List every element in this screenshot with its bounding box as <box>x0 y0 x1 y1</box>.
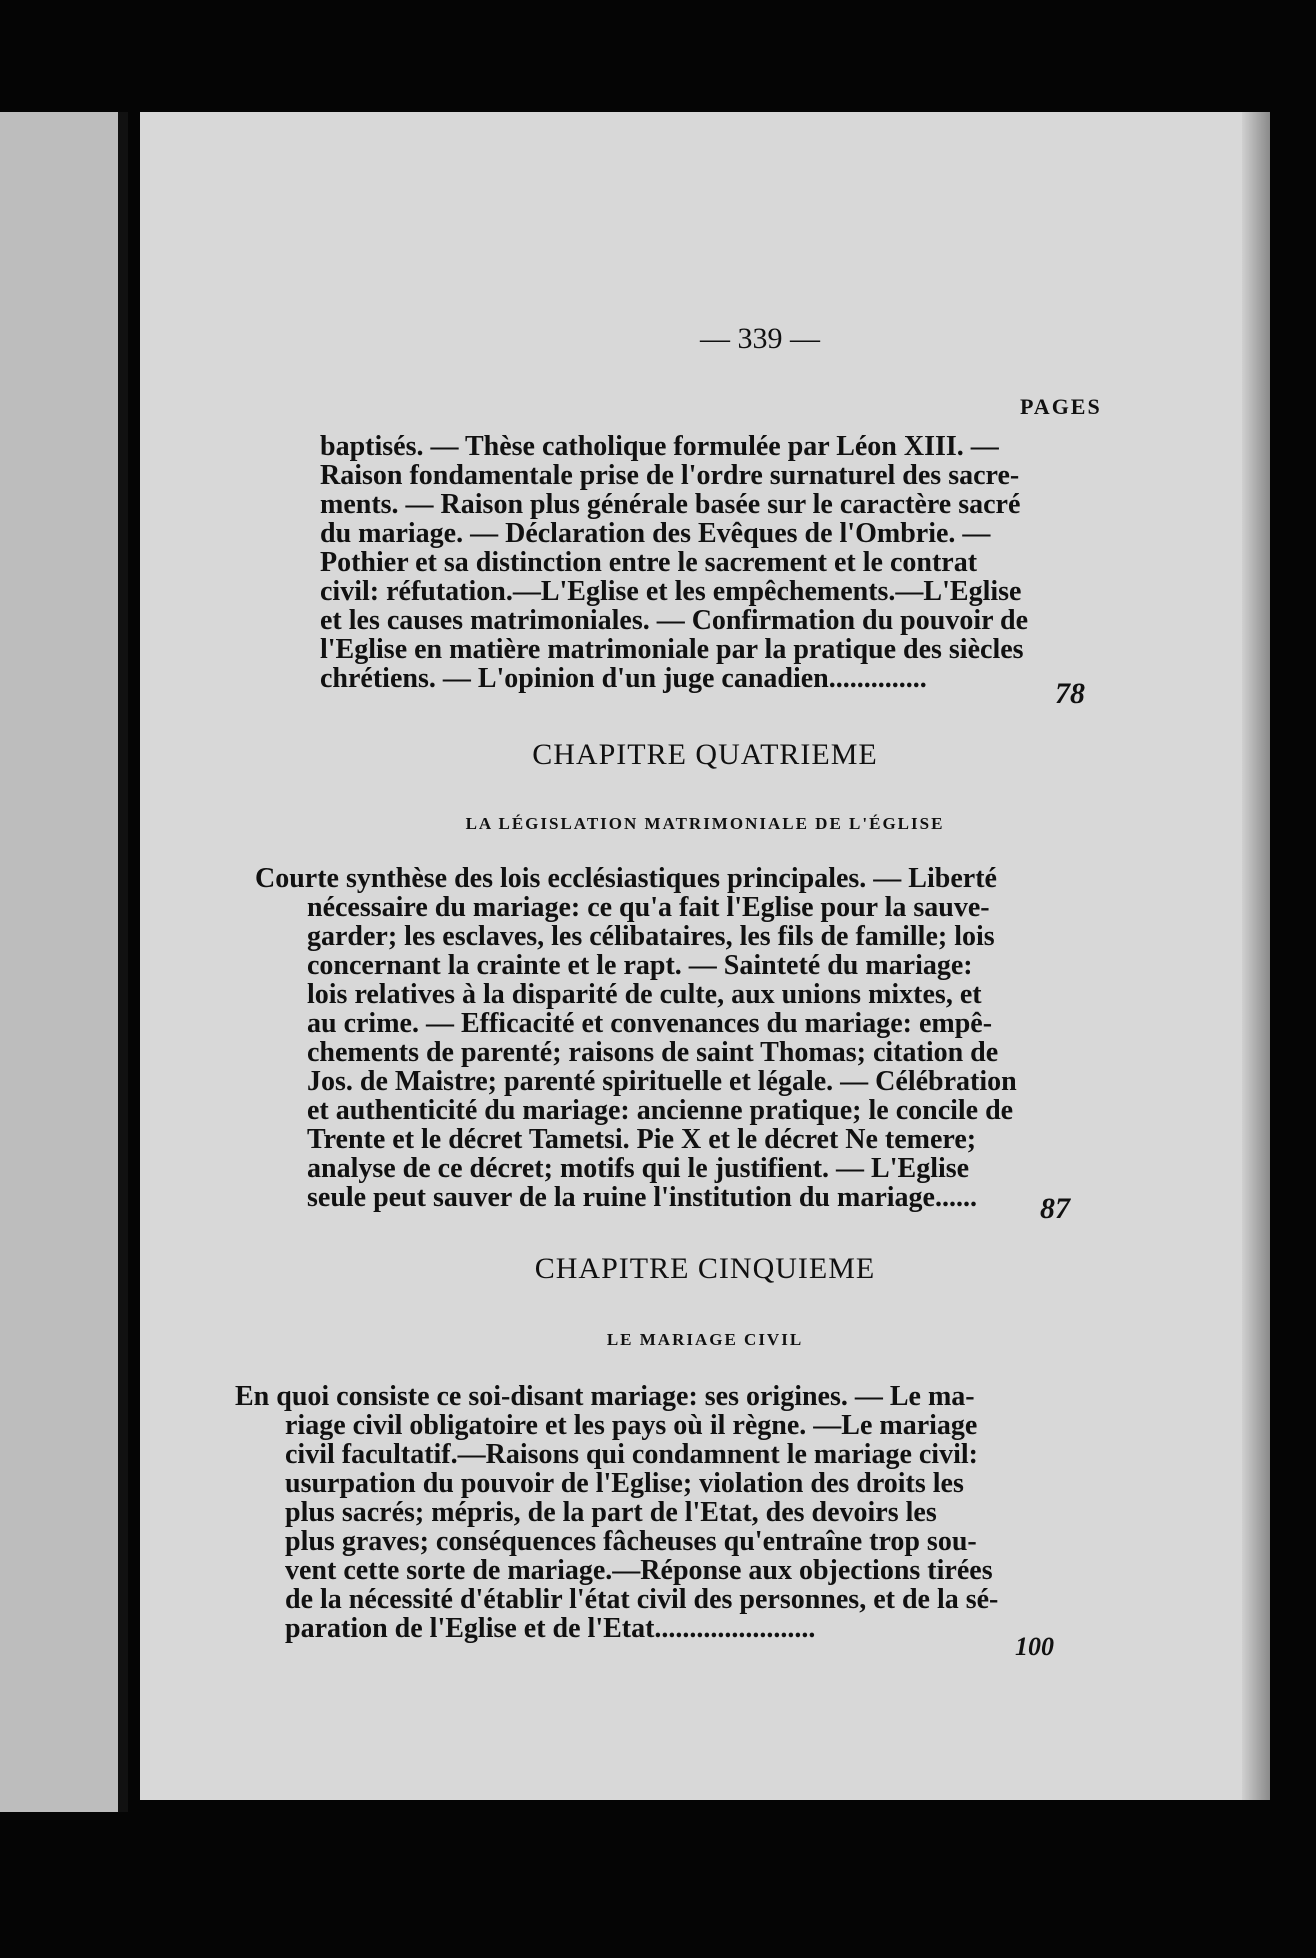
entry-line: En quoi consiste ce soi-disant mariage: ses origines. — Le ma- <box>235 1381 975 1412</box>
pages-column-label: PAGES <box>1020 394 1102 419</box>
toc-entry-continued <box>320 432 1170 693</box>
entry-line: paration de l'Eglise et de l'Etat....................... <box>285 1613 816 1644</box>
entry-line: ments. — Raison plus générale basée sur le caractère sacré <box>320 489 1021 520</box>
entry-line: nécessaire du mariage: ce qu'a fait l'Eglise pour la sauve- <box>307 892 990 923</box>
entry-line: baptisés. — Thèse catholique formulée par Léon XIII. — <box>320 431 999 462</box>
left-page-edge <box>0 112 128 1812</box>
entry-line: Courte synthèse des lois ecclésiastiques principales. — Liberté <box>255 863 997 894</box>
entry-line: Raison fondamentale prise de l'ordre surnaturel des sacre- <box>320 460 1020 491</box>
entry-line: Pothier et sa distinction entre le sacrement et le contrat <box>320 547 978 578</box>
entry-line: chements de parenté; raisons de saint Thomas; citation de <box>307 1037 999 1068</box>
entry-line: Jos. de Maistre; parenté spirituelle et légale. — Célébration <box>307 1066 1017 1097</box>
entry-line: concernant la crainte et le rapt. — Sainteté du mariage: <box>307 950 973 981</box>
entry-line: et les causes matrimoniales. — Confirmation du pouvoir de <box>320 605 1029 636</box>
entry-line: garder; les esclaves, les célibataires, les fils de famille; lois <box>307 921 995 952</box>
entry-line: seule peut sauver de la ruine l'institution du mariage...... <box>307 1182 977 1213</box>
page-edge-shadow <box>1242 112 1270 1800</box>
entry-line: chrétiens. — L'opinion d'un juge canadien.............. <box>320 663 927 694</box>
entry-line: civil facultatif.—Raisons qui condamnent le mariage civil: <box>285 1439 978 1470</box>
entry-line: Trente et le décret Tametsi. Pie X et le décret Ne temere; <box>307 1124 977 1155</box>
entry-line: analyse de ce décret; motifs qui le justifient. — L'Eglise <box>307 1153 970 1184</box>
page-ref: 78 <box>1055 677 1085 710</box>
chapter-summary <box>235 1382 1115 1643</box>
entry-line: de la nécessité d'établir l'état civil des personnes, et de la sé- <box>285 1584 999 1615</box>
chapter-subtitle: LA LÉGISLATION MATRIMONIALE DE L'ÉGLISE <box>465 814 945 833</box>
entry-line: riage civil obligatoire et les pays où il règne. —Le mariage <box>285 1410 978 1441</box>
entry-line: vent cette sorte de mariage.—Réponse aux objections tirées <box>285 1555 993 1586</box>
page-ref: 100 <box>1015 1632 1054 1661</box>
entry-line: du mariage. — Déclaration des Evêques de l'Ombrie. — <box>320 518 991 549</box>
page-ref: 87 <box>1040 1192 1070 1225</box>
entry-line: et authenticité du mariage: ancienne pratique; le concile de <box>307 1095 1014 1126</box>
entry-line: civil: réfutation.—L'Eglise et les empêchements.—L'Eglise <box>320 576 1022 607</box>
book-page <box>140 112 1270 1800</box>
entry-line: plus sacrés; mépris, de la part de l'Etat, des devoirs les <box>285 1497 937 1528</box>
entry-line: lois relatives à la disparité de culte, aux unions mixtes, et <box>307 979 982 1010</box>
entry-line: au crime. — Efficacité et convenances du mariage: empê- <box>307 1008 993 1039</box>
chapter-summary <box>255 864 1135 1212</box>
chapter-title: CHAPITRE QUATRIEME <box>532 738 878 771</box>
chapter-title: CHAPITRE CINQUIEME <box>534 1252 876 1285</box>
entry-line: l'Eglise en matière matrimoniale par la pratique des siècles <box>320 634 1024 665</box>
chapter-subtitle: LE MARIAGE CIVIL <box>606 1330 804 1349</box>
entry-line: plus graves; conséquences fâcheuses qu'entraîne trop sou- <box>285 1526 977 1557</box>
entry-line: usurpation du pouvoir de l'Eglise; violation des droits les <box>285 1468 964 1499</box>
page-number: — 339 — <box>700 322 820 355</box>
